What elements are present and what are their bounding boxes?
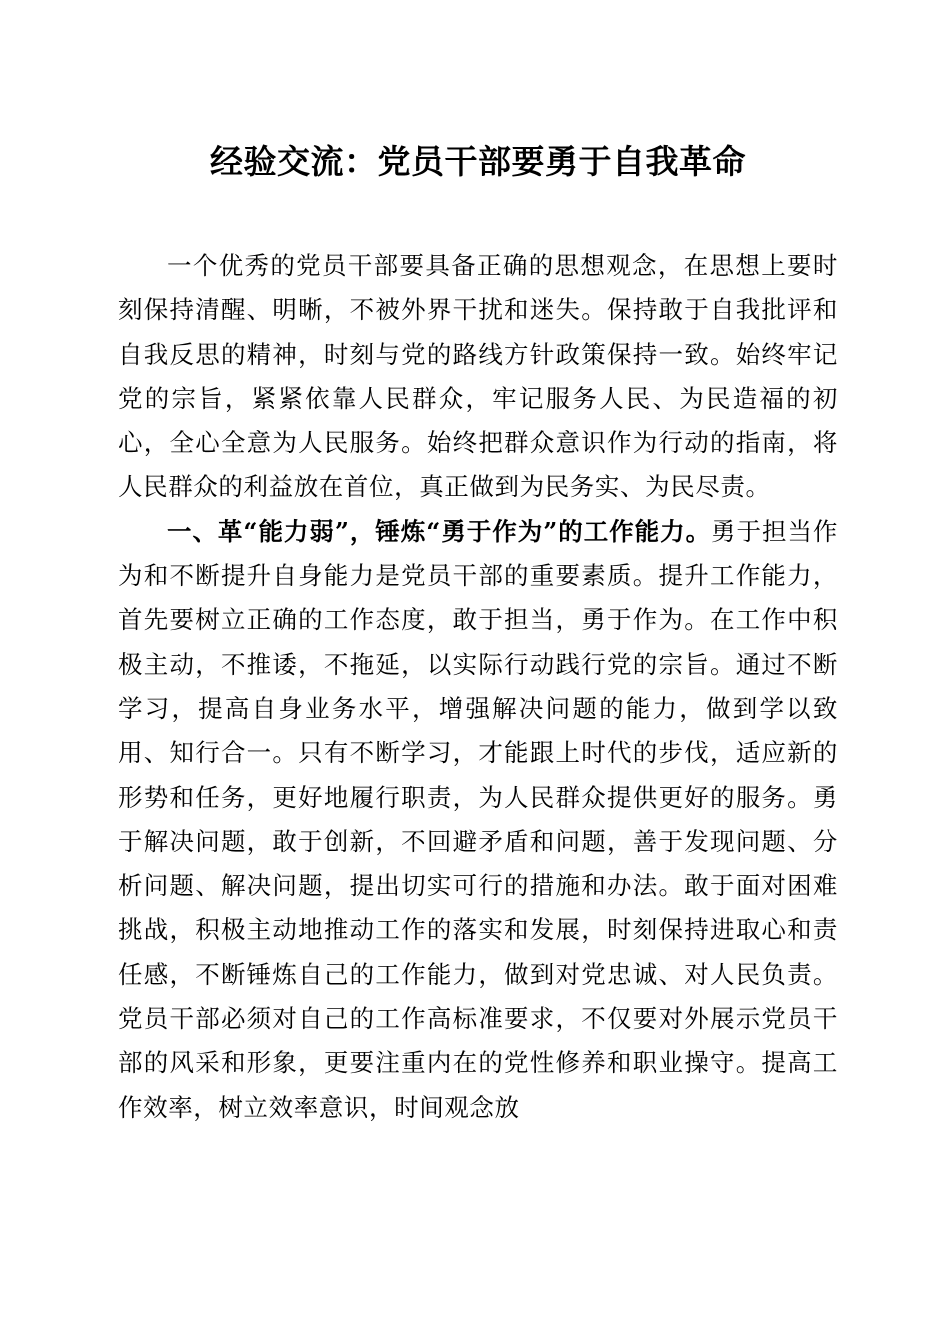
- section-1-body: 勇于担当作为和不断提升自身能力是党员干部的重要素质。提升工作能力，首先要树立正确的工作态度，敢于担当，勇于作为。在工作中积极主动，不推诿，不拖延，以实际行动践行党的宗旨。通过不断学习，提高自身业务水平，增强解决问题的能力，做到学以致用、知行合一。只有不断学习，才能跟上时代的步伐，适应新的形势和任务，更好地履行职责，为人民群众提供更好的服务。勇于解决问题，敢于创新，不回避矛盾和问题，善于发现问题、分析问题、解决问题，提出切实可行的措施和办法。敢于面对困难挑战，积极主动地推动工作的落实和发展，时刻保持进取心和责任感，不断锤炼自己的工作能力，做到对党忠诚、对人民负责。党员干部必须对自己的工作高标准要求，不仅要对外展示党员干部的风采和形象，更要注重内在的党性修养和职业操守。提高工作效率，树立效率意识，时间观念放: [118, 516, 839, 1122]
- section-1-heading: 一、革“能力弱”，锤炼“勇于作为”的工作能力。: [167, 516, 712, 546]
- intro-paragraph: 一个优秀的党员干部要具备正确的思想观念，在思想上要时刻保持清醒、明晰，不被外界干扰和迷失。保持敢于自我批评和自我反思的精神，时刻与党的路线方针政策保持一致。始终牢记党的宗旨，紧紧依靠人民群众，牢记服务人民、为民造福的初心，全心全意为人民服务。始终把群众意识作为行动的指南，将人民群众的利益放在首位，真正做到为民务实、为民尽责。: [118, 251, 838, 502]
- document-title: 经验交流：党员干部要勇于自我革命: [210, 142, 746, 181]
- section-1-paragraph: [118, 510, 838, 1130]
